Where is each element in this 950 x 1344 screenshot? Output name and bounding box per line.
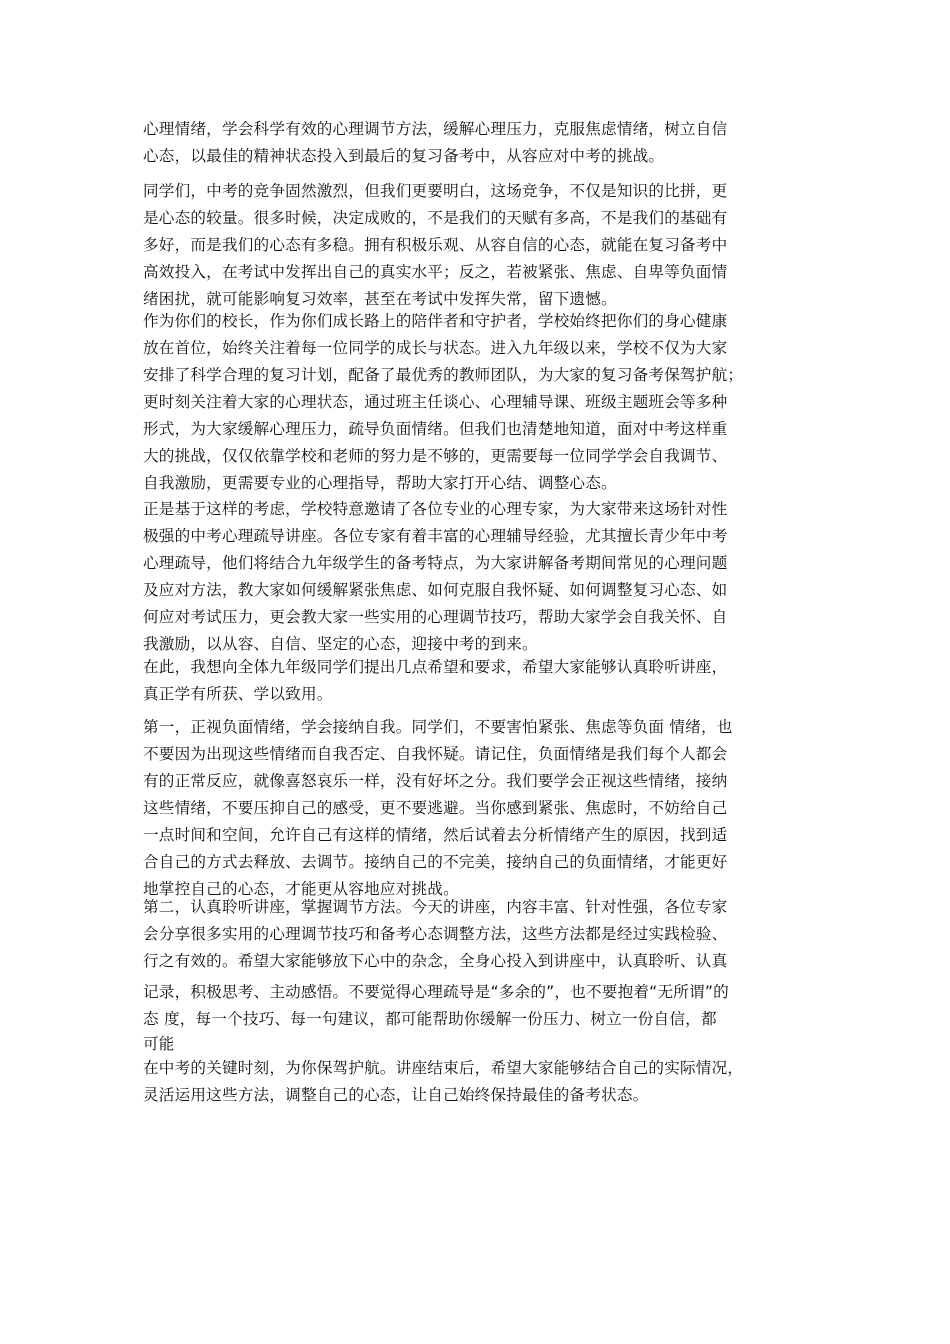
text-line: 有的正常反应，就像喜怒哀乐一样，没有好坏之分。我们要学会正视这些情绪，接纳 (143, 772, 728, 790)
text-line: 自我激励，更需要专业的心理指导，帮助大家打开心结、调整心态。 (143, 474, 617, 492)
text-line: 形式，为大家缓解心理压力，疏导负面情绪。但我们也清楚地知道，面对中考这样重 (143, 420, 728, 438)
text-line: 多好，而是我们的心态有多稳。拥有积极乐观、从容自信的心态，就能在复习备考中 (143, 236, 728, 254)
text-line: 放在首位，始终关注着每一位同学的成长与状态。进入九年级以来，学校不仅为大家 (143, 339, 728, 357)
text-line: 更时刻关注着大家的心理状态，通过班主任谈心、心理辅导课、班级主题班会等多种 (143, 393, 728, 411)
text-line: 高效投入，在考试中发挥出自己的真实水平；反之，若被紧张、焦虑、自卑等负面情 (143, 263, 728, 281)
text-line: 会分享很多实用的心理调节技巧和备考心态调整方法，这些方法都是经过实践检验、 (143, 925, 728, 943)
text-line: 不要因为出现这些情绪而自我否定、自我怀疑。请记住，负面情绪是我们每个人都会 (143, 745, 728, 763)
text-line: 极强的中考心理疏导讲座。各位专家有着丰富的心理辅导经验，尤其擅长青少年中考 (143, 527, 728, 545)
text-line: 在中考的关键时刻，为你保驾护航。讲座结束后，希望大家能够结合自己的实际情况， (143, 1059, 744, 1077)
paragraph-experts (143, 496, 823, 658)
text-line: 心态，以最佳的精神状态投入到最后的复习备考中，从容应对中考的挑战。 (143, 147, 665, 165)
text-line: 第一，正视负面情绪，学会接纳自我。同学们，不要害怕紧张、焦虑等负面 情绪，也 (143, 718, 733, 736)
paragraph-principal (143, 308, 823, 497)
text-line: 第二，认真聆听讲座，掌握调节方法。今天的讲座，内容丰富、针对性强，各位专家 (143, 898, 728, 916)
paragraph-first (143, 714, 823, 903)
text-line: 记录，积极思考、主动感悟。不要觉得心理疏导是“多余的”，也不要抱着“无所谓”的 (143, 983, 729, 1001)
text-line: 是心态的较量。很多时候，决定成败的，不是我们的天赋有多高，不是我们的基础有 (143, 209, 728, 227)
text-line: 态 度，每一个技巧、每一句建议，都可能帮助你缓解一份压力、树立一份自信，都 (143, 1010, 717, 1028)
text-line: 作为你们的校长，作为你们成长路上的陪伴者和守护者，学校始终把你们的身心健康 (143, 312, 728, 330)
text-line: 灵活运用这些方法，调整自己的心态，让自己始终保持最佳的备考状态。 (143, 1086, 649, 1104)
text-line: 合自己的方式去释放、去调节。接纳自己的不完美，接纳自己的负面情绪，才能更好 (143, 853, 728, 871)
text-line: 何应对考试压力，更会教大家一些实用的心理调节技巧，帮助大家学会自我关怀、自 (143, 608, 728, 626)
paragraph-competition (143, 178, 823, 313)
text-line: 我激励，以从容、自信、坚定的心态，迎接中考的到来。 (143, 635, 538, 653)
text-line: 同学们，中考的竞争固然激烈，但我们更要明白，这场竞争，不仅是知识的比拼，更 (143, 182, 728, 200)
text-line: 一点时间和空间，允许自己有这样的情绪，然后试着去分析情绪产生的原因，找到适 (143, 826, 728, 844)
text-line: 正是基于这样的考虑，学校特意邀请了各位专业的心理专家，为大家带来这场针对性 (143, 500, 728, 518)
text-line: 这些情绪，不要压抑自己的感受，更不要逃避。当你感到紧张、焦虑时，不妨给自己 (143, 799, 728, 817)
paragraph-second (143, 894, 823, 1109)
text-line: 真正学有所获、学以致用。 (143, 685, 333, 703)
text-line: 绪困扰，就可能影响复习效率，甚至在考试中发挥失常，留下遗憾。 (143, 290, 617, 308)
text-line: 地掌控自己的心态，才能更从容地应对挑战。 (143, 880, 459, 898)
text-line: 安排了科学合理的复习计划，配备了最优秀的教师团队，为大家的复习备考保驾护航； (143, 366, 744, 384)
text-line: 可能 (143, 1035, 175, 1053)
text-line: 心理情绪，学会科学有效的心理调节方法，缓解心理压力，克服焦虑情绪，树立自信 (143, 120, 728, 138)
paragraph-intro-continuation (143, 116, 823, 170)
text-line: 大的挑战，仅仅依靠学校和老师的努力是不够的，更需要每一位同学学会自我调节、 (143, 447, 728, 465)
paragraph-hopes (143, 654, 823, 708)
text-line: 心理疏导，他们将结合九年级学生的备考特点，为大家讲解备考期间常见的心理问题 (143, 554, 728, 572)
text-line: 在此，我想向全体九年级同学们提出几点希望和要求，希望大家能够认真聆听讲座， (143, 658, 728, 676)
text-line: 行之有效的。希望大家能够放下心中的杂念，全身心投入到讲座中，认真聆听、认真 (143, 952, 728, 970)
text-line: 及应对方法，教大家如何缓解紧张焦虑、如何克服自我怀疑、如何调整复习心态、如 (143, 581, 728, 599)
